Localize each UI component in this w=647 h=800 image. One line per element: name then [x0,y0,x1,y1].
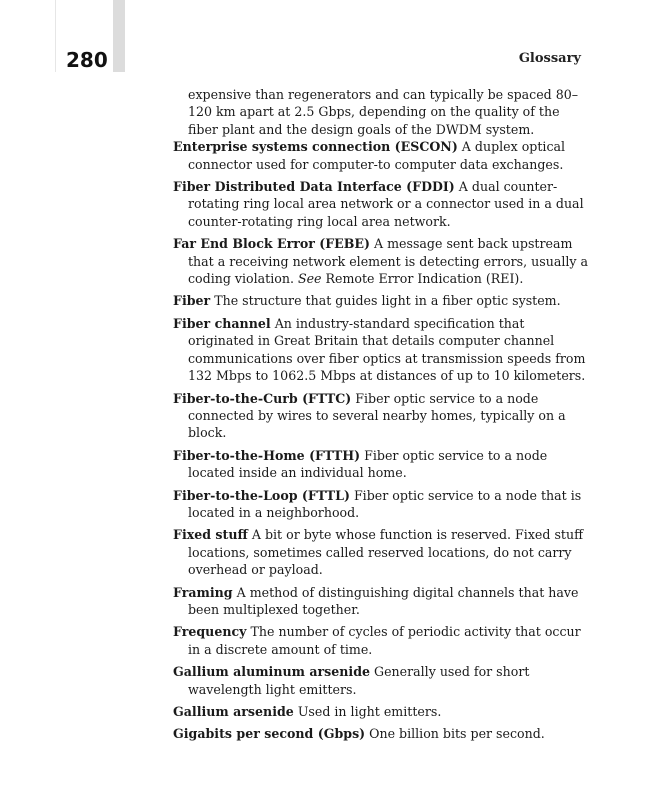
glossary-definition: Generally used for short wavelength light emitters. [188,664,530,697]
glossary-entry [173,526,588,578]
glossary-entry [173,178,588,230]
glossary-definition: An industry-standard specification that originated in Great Britain that details computer channel communications over fiber optics at transmission speeds from 132 Mbps to 1062.5 Mbps at distances of up to 10 kilometers. [188,315,586,384]
glossary-term: Fixed stuff [173,527,248,543]
glossary-entry [173,487,588,522]
glossary-definition: Used in light emitters. [297,704,442,719]
running-head: Glossary [518,51,581,66]
glossary-term: Fiber [173,293,211,309]
glossary-term: Fiber-to-the-Curb (FTTC) [173,390,352,406]
glossary-definition: Fiber optic service to a node located inside an individual home. [188,447,548,481]
glossary-term: Gigabits per second (Gbps) [173,726,366,742]
glossary-term: Fiber channel [173,315,271,331]
glossary-term: Gallium aluminum arsenide [173,664,371,680]
glossary-definition: The number of cycles of periodic activity that occur in a discrete amount of time. [188,624,581,657]
glossary-definition: The structure that guides light in a fiber optic system. [214,293,561,309]
page-tab-edge [113,0,125,72]
glossary-term: Enterprise systems connection (ESCON) [173,139,458,155]
glossary-entry [173,663,588,698]
glossary-term: Far End Block Error (FEBE) [173,236,370,252]
glossary-definition: A method of distinguishing digital channels that have been multiplexed together. [188,584,579,617]
glossary-term: Frequency [173,624,247,640]
glossary-definition: A duplex optical connector used for computer-to computer data exchanges. [188,139,566,172]
see-reference-label: See [297,271,322,287]
glossary-entry [173,725,588,742]
glossary-definition: A dual counter-rotating ring local area network or a connector used in a dual counter-rotating ring local area network. [188,179,584,229]
glossary-body [173,86,588,748]
page-number: 280 [66,48,108,72]
glossary-term: Fiber-to-the-Loop (FTTL) [173,487,350,503]
glossary-entry [173,623,588,658]
glossary-term: Fiber Distributed Data Interface (FDDI) [173,179,455,195]
see-reference-target: Remote Error Indication (REI). [325,271,524,287]
glossary-term: Framing [173,584,233,600]
glossary-term: Fiber-to-the-Home (FTTH) [173,447,361,463]
glossary-entry [173,292,588,309]
glossary-entry [173,390,588,442]
glossary-entry [173,703,588,720]
glossary-term: Gallium arsenide [173,704,294,719]
glossary-entry [173,315,588,385]
glossary-entry [173,584,588,619]
glossary-entries [173,138,588,743]
glossary-definition: A message sent back upstream that a receiving network element is detecting errors, usually a coding violation. [188,236,589,287]
continued-definition: expensive than regenerators and can typically be spaced 80–120 km apart at 2.5 Gbps, depending on the quality of the fiber plant and the design goals of the DWDM system. [188,87,579,137]
glossary-definition: Fiber optic service to a node connected by wires to several nearby homes, typically on a block. [188,390,566,441]
glossary-entry [173,235,588,287]
glossary-entry [173,447,588,482]
glossary-definition: One billion bits per second. [369,726,545,742]
glossary-entry [173,138,588,173]
glossary-definition: A bit or byte whose function is reserved. Fixed stuff locations, sometimes called reserved locations, do not carry overhead or payload. [188,527,584,578]
glossary-definition: Fiber optic service to a node that is located in a neighborhood. [188,487,582,520]
